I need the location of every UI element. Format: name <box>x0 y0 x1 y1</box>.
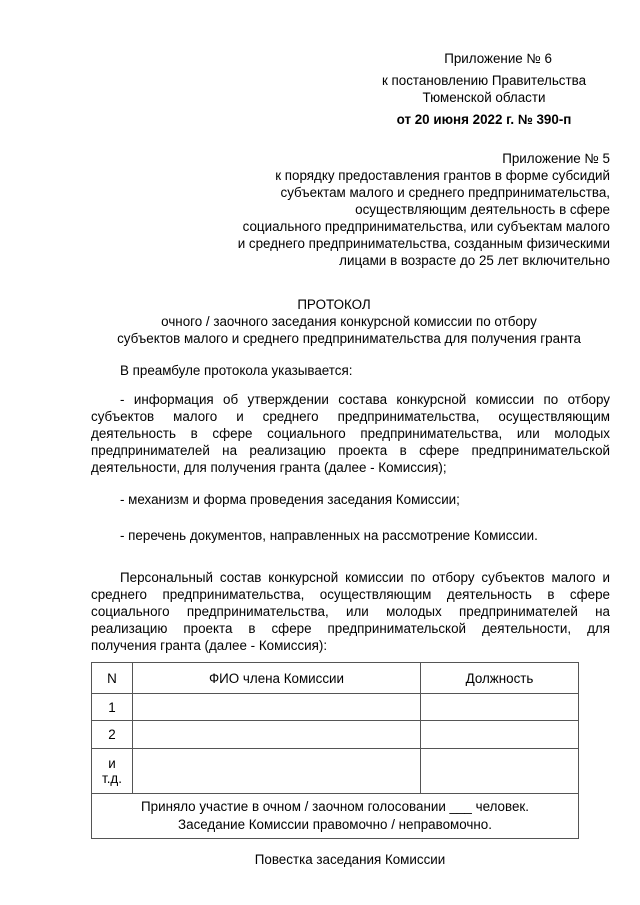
row-number-etc <box>92 749 133 794</box>
appendix5-line: осуществляющим деятельность в сфере <box>355 202 610 217</box>
composition-line: реализацию проекта в сфере предпринимательской деятельности, для <box>91 621 610 636</box>
resolution-date-number: от 20 июня 2022 г. № 390-п <box>396 112 572 127</box>
protocol-subtitle-1: очного / заочного заседания конкурсной комиссии по отбору <box>161 314 537 329</box>
row-number-line: т.д. <box>102 771 122 786</box>
preamble-line: деятельности, для получения гранта (далее - Комиссия); <box>91 460 447 475</box>
preamble-item-3: - перечень документов, направленных на рассмотрение Комиссии. <box>120 528 538 543</box>
table-header-row <box>92 663 579 694</box>
member-position-cell <box>421 694 579 721</box>
table-row <box>92 694 579 721</box>
quorum-line: Заседание Комиссии правомочно / неправомочно. <box>178 817 492 832</box>
column-header-position: Должность <box>421 663 579 694</box>
appendix5-label: Приложение № 5 <box>502 151 610 166</box>
member-name-cell <box>133 721 421 749</box>
member-name-cell <box>133 749 421 794</box>
commission-members-table <box>91 662 579 839</box>
preamble-line: деятельность в сфере социального предпринимательства, или молодых <box>91 426 610 441</box>
region-line: Тюменской области <box>422 90 546 105</box>
appendix5-line: субъектам малого и среднего предпринимательства, <box>280 185 610 200</box>
appendix5-description <box>170 167 610 269</box>
table-row <box>92 721 579 749</box>
row-number: 1 <box>92 694 133 721</box>
appendix5-line: и среднего предпринимательства, созданным физическими <box>237 236 610 251</box>
table-summary-row <box>92 794 579 839</box>
agenda-title: Повестка заседания Комиссии <box>254 852 446 867</box>
composition-line: среднего предпринимательства, осуществляющим деятельность в сфере <box>91 587 610 602</box>
composition-line: социального предпринимательства, или молодых предпринимателей на <box>91 604 610 619</box>
appendix5-line: к порядку предоставления грантов в форме субсидий <box>275 168 610 183</box>
protocol-title: ПРОТОКОЛ <box>297 297 371 312</box>
member-position-cell <box>421 749 579 794</box>
row-number-line: и <box>108 756 116 771</box>
attendance-count-line: Приняло участие в очном / заочном голосовании ___ человек. <box>141 799 529 814</box>
preamble-item-1-first-line: - информация об утверждении состава конкурсной комиссии по отбору <box>120 392 610 407</box>
row-number: 2 <box>92 721 133 749</box>
column-header-name: ФИО члена Комиссии <box>133 663 421 694</box>
member-name-cell <box>133 694 421 721</box>
attendance-summary <box>92 794 579 839</box>
protocol-subtitle-2: субъектов малого и среднего предпринимательства для получения гранта <box>117 331 581 346</box>
preamble-intro: В преамбуле протокола указывается: <box>120 363 353 378</box>
composition-first-line: Персональный состав конкурсной комиссии по отбору субъектов малого и <box>120 570 610 585</box>
preamble-line: субъектов малого и среднего предпринимательства, осуществляющим <box>91 409 610 424</box>
preamble-item-2: - механизм и форма проведения заседания Комиссии; <box>120 492 460 507</box>
appendix6-label: Приложение № 6 <box>444 51 552 66</box>
preamble-item-1-body <box>91 408 610 476</box>
table-row <box>92 749 579 794</box>
appendix5-line: лицами в возрасте до 25 лет включительно <box>339 253 610 268</box>
resolution-line: к постановлению Правительства <box>381 73 587 88</box>
member-position-cell <box>421 721 579 749</box>
preamble-line: предпринимателей на реализацию проекта в сфере предпринимательской <box>91 443 610 458</box>
composition-line: получения гранта (далее - Комиссия): <box>91 638 328 653</box>
composition-body <box>91 586 610 654</box>
column-header-number: N <box>92 663 133 694</box>
appendix5-line: социального предпринимательства, или субъектам малого <box>242 219 610 234</box>
